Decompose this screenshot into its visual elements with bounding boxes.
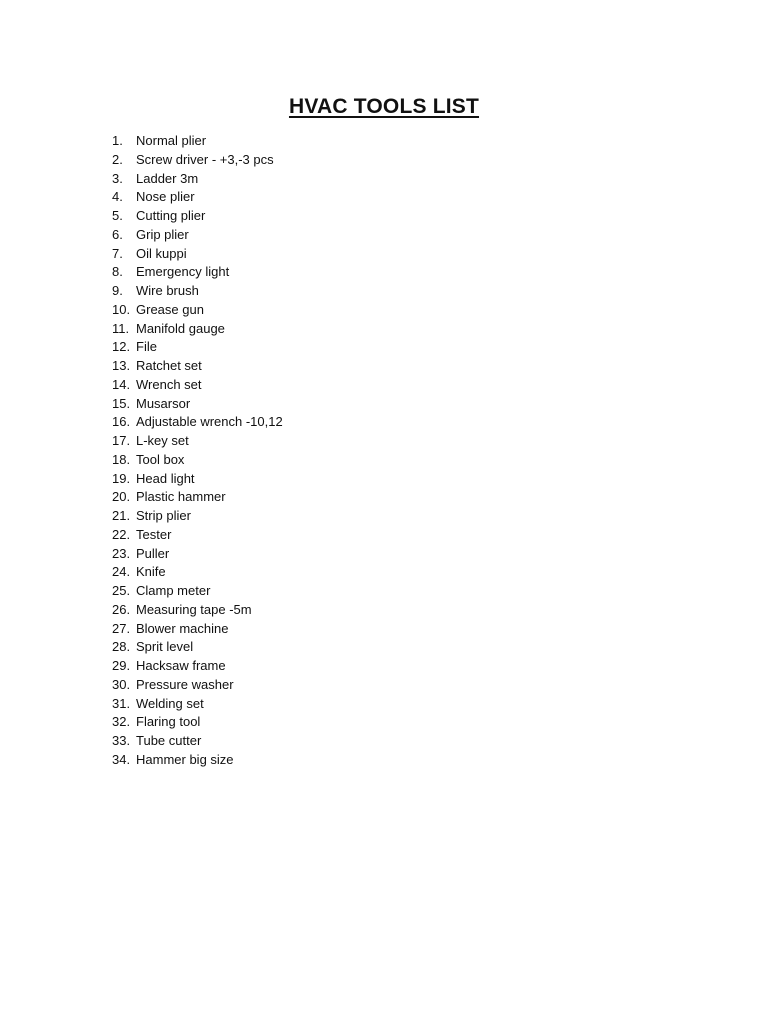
list-item-number: 16. [112,414,131,430]
list-item [112,470,283,489]
list-item-number: 32. [112,714,131,730]
list-item [112,320,283,339]
list-item-number: 27. [112,620,131,636]
list-item [112,695,283,714]
list-item-number: 24. [112,564,131,580]
list-item-number: 1. [112,133,123,148]
list-item-label: File [136,339,157,355]
list-item [112,170,283,189]
list-item-number: 34. [112,751,131,767]
list-item-label: Normal plier [136,133,207,148]
list-item-label: Manifold gauge [136,320,225,336]
list-item-number: 2. [112,151,123,167]
list-item-label: Cutting plier [136,208,206,223]
list-item-number: 9. [112,283,123,298]
list-item-number: 3. [112,170,123,186]
list-item-label: Plastic hammer [136,489,226,505]
list-item-label: Hacksaw frame [136,658,226,673]
list-item [112,376,283,395]
list-item [112,526,283,545]
list-item-number: 30. [112,676,131,692]
list-item-number: 17. [112,433,131,448]
list-item-label: Musarsor [136,395,191,411]
list-item-number: 18. [112,451,131,467]
list-item [112,413,283,432]
list-item-number: 6. [112,226,123,242]
list-item-number: 8. [112,264,123,280]
list-item [112,601,283,620]
list-item-label: Screw driver - +3,-3 pcs [136,151,274,167]
list-item [112,132,283,151]
list-item-label: Hammer big size [136,751,234,767]
list-item-number: 19. [112,470,131,486]
list-item-number: 7. [112,245,123,261]
list-item-number: 4. [112,189,123,205]
list-item [112,395,283,414]
list-item-number: 15. [112,395,131,411]
list-item-number: 14. [112,376,131,392]
list-item [112,451,283,470]
list-item-number: 10. [112,301,131,317]
list-item-number: 22. [112,526,131,542]
list-item [112,263,283,282]
list-item [112,545,283,564]
list-item [112,245,283,264]
list-item [112,676,283,695]
list-item [112,188,283,207]
list-item [112,582,283,601]
list-item-label: Measuring tape -5m [136,601,252,617]
list-item-label: Tester [136,526,172,542]
list-item [112,151,283,170]
list-item [112,301,283,320]
list-item-number: 26. [112,601,131,617]
list-item [112,507,283,526]
list-item-label: Clamp meter [136,583,211,598]
list-item [112,638,283,657]
list-item-label: Tube cutter [136,733,202,748]
list-item [112,207,283,226]
list-item [112,732,283,751]
list-item-label: Blower machine [136,620,229,636]
list-item-label: Pressure washer [136,676,234,692]
list-item [112,657,283,676]
list-item-number: 11. [112,320,130,336]
list-item-number: 12. [112,339,131,355]
list-item-label: Strip plier [136,508,191,523]
list-item-label: Sprit level [136,639,194,655]
list-item-number: 31. [112,695,131,711]
list-item-number: 25. [112,583,131,598]
list-item-number: 29. [112,658,131,673]
list-item-number: 20. [112,489,131,505]
list-item-label: Ratchet set [136,358,202,373]
list-item-label: Adjustable wrench -10,12 [136,414,283,430]
list-item-number: 33. [112,733,131,748]
list-item-label: Emergency light [136,264,230,280]
list-item [112,563,283,582]
tools-list [112,132,283,770]
list-item [112,282,283,301]
list-item [112,226,283,245]
list-item-label: Nose plier [136,189,195,205]
list-item [112,751,283,770]
list-item-number: 13. [112,358,131,373]
list-item-label: Tool box [136,451,185,467]
list-item [112,432,283,451]
list-item [112,488,283,507]
list-item-label: Grip plier [136,226,189,242]
list-item-number: 28. [112,639,131,655]
list-item [112,338,283,357]
list-item-number: 23. [112,545,131,561]
list-item-label: L-key set [136,433,189,448]
list-item [112,357,283,376]
list-item-label: Ladder 3m [136,170,199,186]
list-item [112,713,283,732]
list-item-label: Flaring tool [136,714,201,730]
list-item-label: Head light [136,470,195,486]
list-item-label: Knife [136,564,166,580]
list-item-label: Grease gun [136,301,204,317]
list-item-number: 5. [112,208,123,223]
list-item-label: Puller [136,545,170,561]
document-title: HVAC TOOLS LIST [288,95,480,118]
list-item-label: Oil kuppi [136,245,187,261]
list-item-label: Wrench set [136,376,202,392]
list-item [112,620,283,639]
list-item-label: Welding set [136,695,204,711]
list-item-label: Wire brush [136,283,199,298]
list-item-number: 21. [112,508,131,523]
